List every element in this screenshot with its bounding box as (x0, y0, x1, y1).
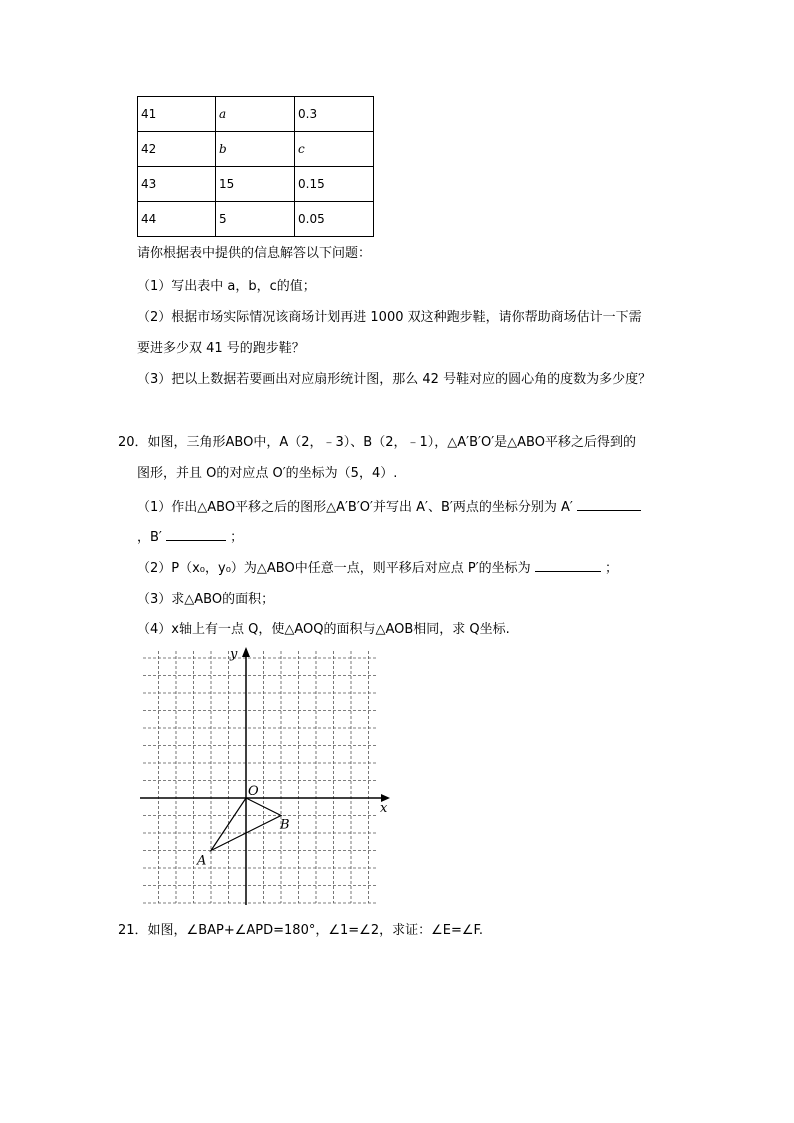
point-b-label: B (280, 817, 290, 833)
q19-part1: （1）写出表中 a，b，c的值； (137, 279, 316, 294)
table-cell: 44 (138, 202, 216, 237)
q20-line2: 图形，并且 O的对应点 O′的坐标为（5，4）. (137, 466, 398, 481)
table-row (138, 97, 374, 132)
grid-lines (143, 651, 378, 903)
answer-blank-p-prime[interactable] (535, 559, 601, 572)
q19-part2-line2: 要进多少双 41 号的跑步鞋？ (137, 341, 305, 356)
point-o-label: O (248, 784, 259, 799)
y-axis-label: y (230, 647, 238, 662)
table-row (138, 167, 374, 202)
table-cell: a (216, 97, 295, 132)
table-cell: 42 (138, 132, 216, 167)
table-cell: 5 (216, 202, 295, 237)
q20-line1: 20．如图，三角形ABO中，A（2，﹣3）、B（2，﹣1），△A′B′O′是△ABO平移之后得到的 (118, 435, 636, 450)
y-axis-arrow (242, 647, 250, 657)
answer-blank-b-prime[interactable] (166, 528, 226, 541)
q20-part2 (137, 559, 618, 578)
table-cell: b (216, 132, 295, 167)
q20-part2-end: ； (604, 561, 618, 576)
q20-part1-text: （1）作出△ABO平移之后的图形△A′B′O′并写出 A′、B′两点的坐标分别为 A′ (137, 500, 573, 515)
table-cell: 0.05 (295, 202, 374, 237)
x-axis-label: x (380, 801, 388, 816)
table-cell: 0.3 (295, 97, 374, 132)
q20-part1-line2 (137, 528, 243, 547)
q20-part1-line1 (137, 498, 641, 517)
table-cell: 0.15 (295, 167, 374, 202)
q19-part3: （3）把以上数据若要画出对应扇形统计图，那么 42 号鞋对应的圆心角的度数为多少度？ (137, 372, 652, 387)
table-row (138, 132, 374, 167)
frequency-table (137, 96, 374, 237)
q20-part4: （4）x轴上有一点 Q，使△AOQ的面积与△AOB相同，求 Q坐标. (137, 622, 510, 637)
table-row (138, 202, 374, 237)
q21-text: 21．如图，∠BAP+∠APD=180°，∠1=∠2，求证：∠E=∠F. (118, 923, 484, 938)
table-cell: 15 (216, 167, 295, 202)
q20-part3: （3）求△ABO的面积； (137, 592, 275, 607)
table-cell: c (295, 132, 374, 167)
q19-intro: 请你根据表中提供的信息解答以下问题： (137, 246, 372, 261)
answer-blank-a-prime[interactable] (577, 498, 641, 511)
table-cell: 43 (138, 167, 216, 202)
point-a-label: A (197, 853, 207, 869)
q20-part2-text: （2）P（x₀，y₀）为△ABO中任意一点，则平移后对应点 P′的坐标为 (137, 561, 535, 576)
q19-part2-line1: （2）根据市场实际情况该商场计划再进 1000 双这种跑步鞋，请你帮助商场估计一下需 (137, 310, 642, 325)
table-cell: 41 (138, 97, 216, 132)
q20-part1-b-label: ，B′ (137, 530, 162, 545)
q20-part1-end: ； (230, 530, 244, 545)
coordinate-grid-figure (138, 645, 393, 907)
